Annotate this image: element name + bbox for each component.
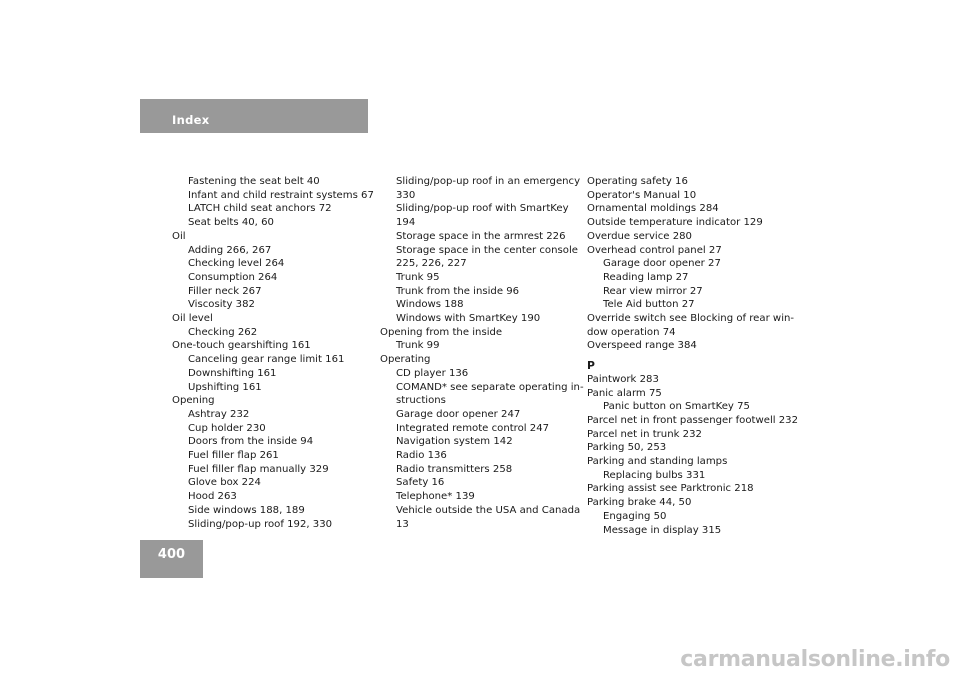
index-subentry: Consumption 264	[188, 271, 278, 283]
index-subentry: Sliding/pop-up roof 192, 330	[188, 518, 333, 530]
index-subentry: Message in display 315	[603, 524, 722, 536]
index-subentry: Storage space in the center console	[396, 244, 578, 256]
index-subentry: Glove box 224	[188, 477, 261, 489]
watermark: carmanualsonline.info	[680, 647, 950, 672]
index-subentry: Upshifting 161	[188, 381, 262, 393]
index-subentry: Telephone* 139	[396, 491, 475, 503]
index-subentry: Fastening the seat belt 40	[188, 176, 320, 187]
index-column-2	[380, 175, 585, 531]
index-subentry: Cup holder 230	[188, 422, 266, 434]
index-entry: Opening	[172, 395, 215, 407]
index-entry: dow operation 74	[587, 326, 676, 338]
index-subentry: Replacing bulbs 331	[603, 469, 706, 481]
index-entry: Overhead control panel 27	[587, 244, 722, 256]
index-subentry: Windows 188	[396, 299, 464, 311]
index-subentry: Canceling gear range limit 161	[188, 354, 345, 366]
section-header	[140, 99, 368, 133]
index-subentry: 225, 226, 227	[396, 258, 467, 270]
page-number-box	[140, 540, 203, 578]
index-subentry: 13	[396, 518, 409, 530]
index-subentry: structions	[396, 395, 446, 407]
index-subentry: Adding 266, 267	[188, 244, 272, 256]
index-subentry: Vehicle outside the USA and Canada	[396, 504, 581, 516]
index-entry: Oil	[172, 230, 186, 242]
index-entry: Parking and standing lamps	[587, 456, 728, 468]
index-subentry: Storage space in the armrest 226	[396, 230, 566, 242]
index-column-3	[587, 175, 799, 537]
index-entry: Parcel net in trunk 232	[587, 428, 702, 440]
index-subentry: Engaging 50	[603, 510, 667, 522]
index-subentry: Navigation system 142	[396, 436, 513, 448]
index-subentry: Seat belts 40, 60	[188, 217, 274, 229]
index-entry: Parking brake 44, 50	[587, 497, 692, 509]
index-subentry: Doors from the inside 94	[188, 436, 314, 448]
index-subentry: COMAND* see separate operating in-	[396, 381, 584, 393]
index-entry: Override switch see Blocking of rear win-	[587, 313, 795, 325]
index-subentry: Fuel filler flap manually 329	[188, 463, 329, 475]
index-subentry: LATCH child seat anchors 72	[188, 203, 332, 215]
index-entry: Paintwork 283	[587, 373, 659, 385]
index-subentry: Rear view mirror 27	[603, 285, 703, 297]
index-entry: Outside temperature indicator 129	[587, 217, 763, 229]
index-entry: Parking 50, 253	[587, 442, 667, 454]
index-entry: Overdue service 280	[587, 230, 692, 242]
index-subentry: Windows with SmartKey 190	[396, 313, 541, 325]
index-subentry: Reading lamp 27	[603, 271, 689, 283]
index-subentry: Sliding/pop-up roof in an emergency	[396, 176, 581, 187]
index-subentry: Checking 262	[188, 326, 258, 338]
index-entry: Operating safety 16	[587, 176, 688, 187]
index-entry: Oil level	[172, 313, 213, 325]
index-subentry: Downshifting 161	[188, 367, 277, 379]
index-subentry: Sliding/pop-up roof with SmartKey	[396, 203, 569, 215]
page-number: 400	[157, 547, 186, 562]
index-entry: Panic alarm 75	[587, 387, 662, 399]
index-column-1	[172, 175, 377, 531]
index-subentry: Radio 136	[396, 450, 447, 462]
index-subentry: Hood 263	[188, 491, 237, 503]
index-subentry: Garage door opener 247	[396, 408, 521, 420]
index-subentry: CD player 136	[396, 367, 469, 379]
index-subentry: Garage door opener 27	[603, 258, 721, 270]
index-entry: One-touch gearshifting 161	[172, 340, 311, 352]
index-entry: Operating	[380, 354, 431, 366]
index-entry: Overspeed range 384	[587, 340, 697, 352]
index-entry: Operator's Manual 10	[587, 189, 697, 201]
index-subentry: 194	[396, 217, 416, 229]
index-subentry: Radio transmitters 258	[396, 463, 513, 475]
index-subentry: Fuel filler flap 261	[188, 450, 279, 462]
index-entry: Opening from the inside	[380, 326, 503, 338]
index-subentry: Trunk 99	[396, 340, 440, 352]
index-subentry: Safety 16	[396, 477, 445, 489]
index-subentry: 330	[396, 189, 416, 201]
index-subentry: Trunk from the inside 96	[396, 285, 520, 297]
index-entry: Parking assist see Parktronic 218	[587, 483, 754, 495]
index-entry: Parcel net in front passenger footwell 232	[587, 414, 799, 426]
index-subentry: Infant and child restraint systems 67	[188, 189, 374, 201]
index-subentry: Trunk 95	[396, 271, 440, 283]
index-subentry: Checking level 264	[188, 258, 285, 270]
index-subentry: Filler neck 267	[188, 285, 262, 297]
index-subentry: Integrated remote control 247	[396, 422, 550, 434]
index-entry: Ornamental moldings 284	[587, 203, 719, 215]
index-letter-heading: P	[587, 359, 595, 373]
index-subentry: Side windows 188, 189	[188, 504, 305, 516]
index-subentry: Viscosity 382	[188, 299, 255, 311]
index-subentry: Panic button on SmartKey 75	[603, 401, 750, 413]
index-subentry: Ashtray 232	[188, 408, 250, 420]
section-title: Index	[172, 113, 210, 127]
index-subentry: Tele Aid button 27	[603, 299, 695, 311]
